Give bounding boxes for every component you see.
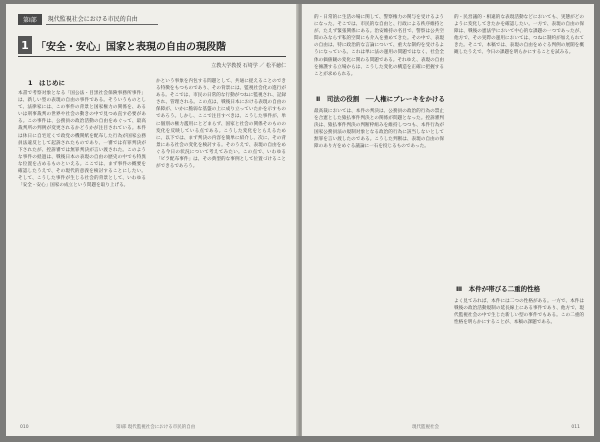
body-column-1: 本書で考察対象となる「国公法・目黒社会保険事務所事件」は、新しい型の表現の自由の事件である。そういうものとして、法律家には、この事件の背景と国家権力の関係を、あるいは刑事裁判の世界や社会の動きの中で見つめ直す必要がある。この事件は、公務員の政治活動の自由をめぐって、最高裁判所の判例が変更されるかどうかが注目されている。本件は休日に自宅近くで政党の機関紙を配布した行為が国家公務員法違反として起訴されたものであり、一審では有罪判決が下されたが、控訴審では無罪判決が言い渡された。このような事件の経過は、戦後日本の表現の自由の歴史の中でも特異な位置を占めるものといえる。ここでは、まず事件の概要を確認したうえで、その現代的意義を検討することにしたい。そして、こうした事件が生じる社会的背景として、いわゆる「安全・安心」国家の成立という問題を取り上げる。 — [18, 91, 146, 189]
page-number: 010 — [20, 425, 29, 430]
page-number: 011 — [571, 425, 580, 430]
chapter-number: 1 — [18, 36, 32, 54]
left-page — [6, 4, 298, 436]
part-tag: 第Ⅰ部 — [18, 14, 42, 25]
section-heading-3: Ⅲ 本件が帯びる二重的性格 — [456, 285, 541, 293]
author-line: 立教大学教授 石埼学 ／ 松平徳仁 — [211, 63, 286, 69]
section-heading-1: 1 はじめに — [28, 79, 66, 87]
body-column-1b: 最高裁においては、本件の判決は、公務員の政治的行為の禁止を合憲とした猿払事件判決との関係が問題となった。控訴審判決は、猿払事件判決の判断枠組みを維持しつつも、本件行為が国家公務員法の規制対象となる政治的行為に該当しないとして無罪を言い渡したのである。こうした判断は、表現の自由の保障のあり方をめぐる議論に一石を投じるものであった。 — [314, 109, 444, 150]
running-header — [18, 12, 158, 26]
body-column-2: 的・民営議的・相違的な表現活動などにおいても、実態がどのように変化してきたかを確認したい。一方で、表現の自由の保障は、戦後の憲法学において中心的な課題の一つであったが、他方で、その実際の運用においては、つねに制約が加えられてきた。そこで、本稿では、表現の自由をめぐる判例の展開を概観したうえで、今日の課題を明らかにすることを試みる。 — [454, 15, 584, 56]
part-title: 現代監視社会における市民的自由 — [46, 13, 158, 25]
body-column-1: 的・日常的に生活の場に関して、警察権力の関与を受けるようになった。そこでは、市民的な自由と、行政による秩序維持とが、たえず緊張関係にある。治安維持の名目で、警察は公共空間のみならず私的空間にも介入を強めてきた。その中で、表現の自由は、特に政治的な言論について、重大な制約を受けるようになっている。これは単に法の運用の問題ではなく、社会全体の価値観の変化に関わる問題である。それゆえ、表現の自由を擁護する立場からは、こうした変化の構造を正確に把握することが求められる。 — [314, 15, 444, 77]
chapter-title: 「安全・安心」国家と表現の自由の現段階 — [36, 41, 226, 53]
chapter-heading — [18, 34, 286, 57]
body-column-2: かという事象を内包する問題として、共通に捉えることのできる特徴をもつものであり、その背景には、監視社会化の進行がある。そこでは、市民の日常的な行動がつねに監視され、記録され、管理される。この点は、戦後日本における表現の自由の保障が、いかに脆弱な基盤の上に成り立っていたかを示すものであろう。しかし、ここで注目すべきは、こうした事件が、単に個別の権力濫用にとどまらず、国家と社会の関係そのものの変化を反映している点である。こうした変化をとらえるために、以下では、まず判決の内容を簡単に紹介し、次に、その背景にある社会の変化を検討する。そのうえで、表現の自由をめぐる今日の状況について考えてみたい。この点で、いわゆる「ビラ配布事件」は、その典型的な事例として位置づけることができるであろう。 — [156, 79, 286, 170]
body-column-2b: よく見てみれば、本件には二つの性格がある。一方で、本件は戦後の政治活動規制の延長線上にある事件であり、他方で、現代監視社会の中で生じた新しい型の事件でもある。この二重的性格を明らかにすることが、本稿の課題である。 — [454, 299, 584, 326]
running-footer: 第Ⅰ部 現代監視社会における市民的自由 — [116, 425, 196, 430]
right-page — [302, 4, 594, 436]
section-heading-2: Ⅱ 司法の役割 ──人権にブレーキをかける — [316, 95, 445, 103]
running-footer: 現代監視社会 — [412, 425, 439, 430]
